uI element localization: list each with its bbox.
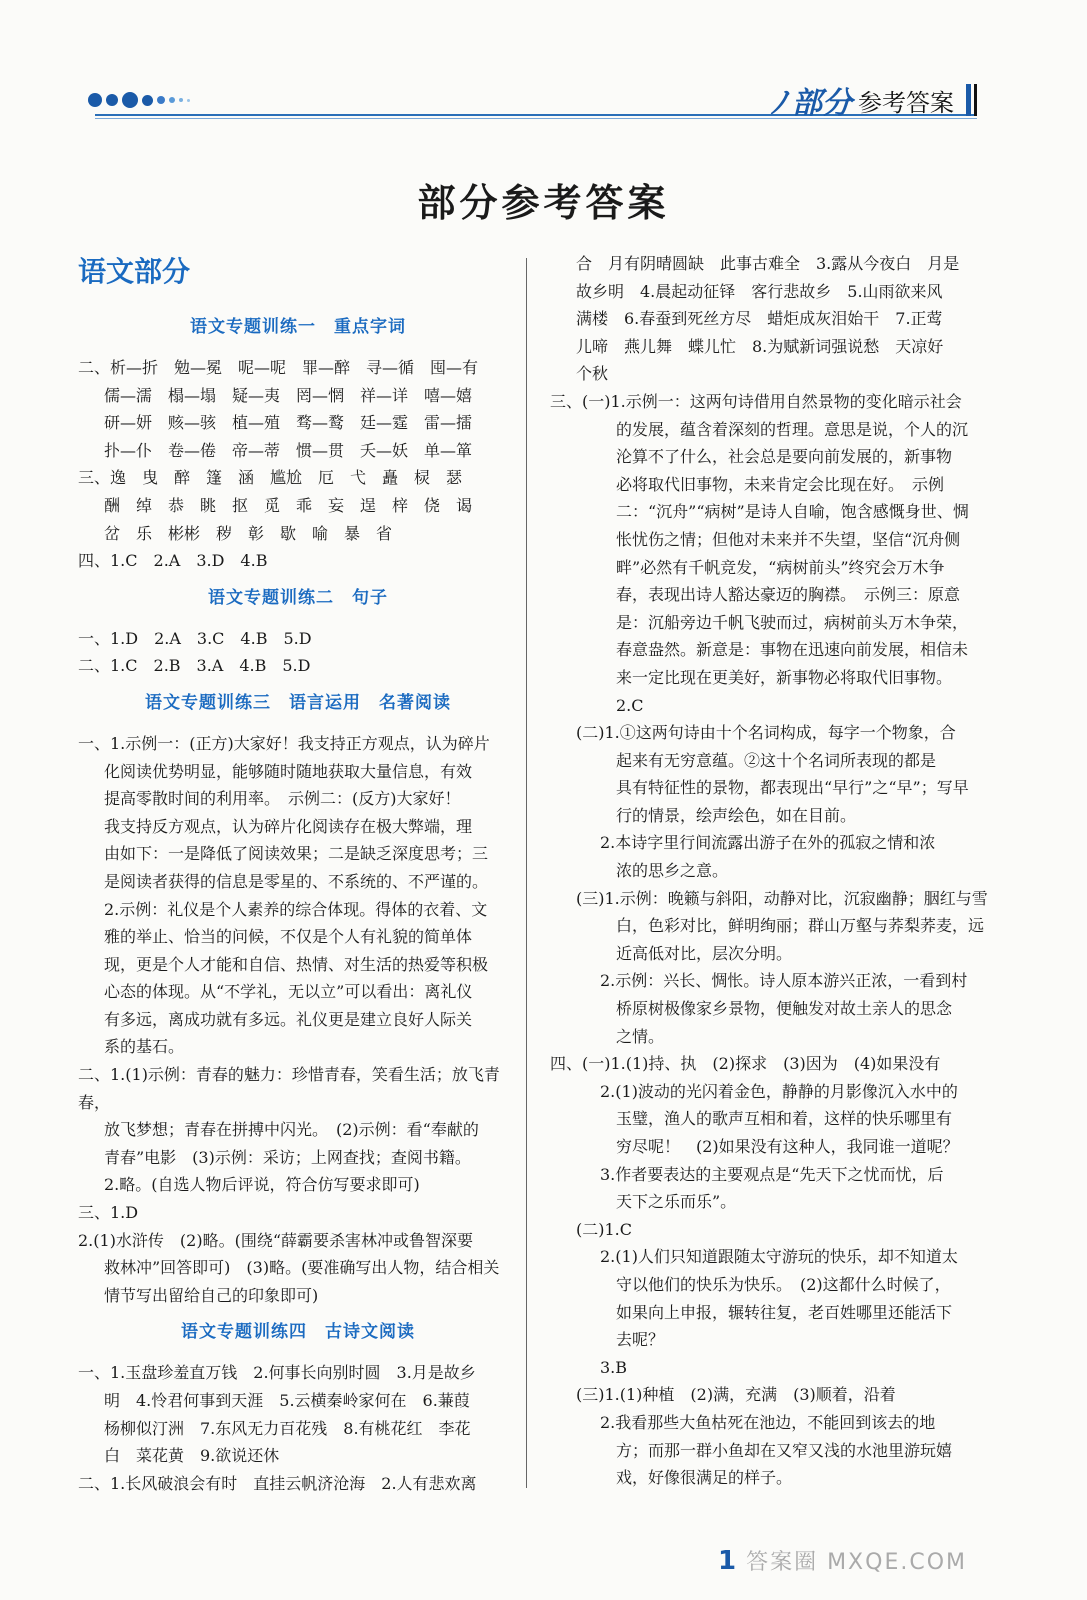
answer-line: 故乡明 4.晨起动征铎 客行悲故乡 5.山雨欲来风 <box>576 281 943 301</box>
answer-line: 白 菜花黄 9.欲说还休 <box>104 1446 280 1466</box>
answer-line: 雅的举止、恰当的问候，不仅是个人有礼貌的简单体 <box>104 927 473 947</box>
answer-line: 方；而那一群小鱼却在又窄又浅的水池里游玩嬉 <box>616 1440 953 1460</box>
answer-line: (二)1.①这两句诗由十个名词构成，每字一个物象，合 <box>576 723 956 743</box>
answer-line: 行的情景，绘声绘色，如在目前。 <box>616 805 857 825</box>
answer-line: 2.示例：礼仪是个人素养的综合体现。得体的衣着、文 <box>104 899 488 919</box>
answer-line: (二)1.C <box>576 1219 632 1239</box>
answer-line: 来一定比现在更美好，新事物必将取代旧事物。 <box>616 667 953 687</box>
answer-line: 一、1.D 2.A 3.C 4.B 5.D <box>78 628 312 648</box>
answer-line: 浓的思乡之意。 <box>616 861 729 881</box>
answer-line: 2.略。(自选人物后评说，符合仿写要求即可) <box>104 1175 420 1195</box>
answer-line: 戏，好像很满足的样子。 <box>616 1468 793 1488</box>
answer-line: 一、1.玉盘珍羞直万钱 2.何事长向别时圆 3.月是故乡 <box>78 1363 476 1383</box>
answer-line: 二、1.C 2.B 3.A 4.B 5.D <box>78 656 311 676</box>
answer-line: 酬 绰 恭 眺 抠 觅 乖 妄 逞 梓 侥 谒 <box>104 495 473 515</box>
answer-line: 守以他们的快乐为快乐。 (2)这都什么时候了， <box>616 1274 951 1294</box>
answer-line: 怅忧伤之情；但他对未来并不失望，坚信“沉舟侧 <box>616 529 961 549</box>
answer-line: 满楼 6.春蚕到死丝方尽 蜡炬成灰泪始干 7.正莺 <box>576 309 943 329</box>
answer-line: 二：“沉舟”“病树”是诗人自喻，饱含感慨身世、惆 <box>616 502 969 522</box>
answer-line: 系的基石。 <box>104 1037 185 1057</box>
answer-line: 沦算不了什么，社会总是要向前发展的，新事物 <box>616 447 953 467</box>
answer-line: 天下之乐而乐”。 <box>616 1192 737 1212</box>
answer-line: 2.示例：兴长、惆怅。诗人原本游兴正浓，一看到村 <box>600 971 968 991</box>
answer-line: 具有特征性的景物，都表现出“早行”之“早”；写早 <box>616 778 969 798</box>
page-number: 1 <box>717 1545 737 1576</box>
answer-line: 如果向上申报，辗转往复，老百姓哪里还能活下 <box>616 1302 953 1322</box>
answer-line: 有多远，离成功就有多远。礼仪更是建立良好人际关 <box>104 1009 473 1029</box>
answer-line: 青春”电影 (3)示例：采访；上网查找；查阅书籍。 <box>104 1147 471 1167</box>
answer-line: 的发展，蕴含着深刻的哲理。意思是说，个人的沉 <box>616 419 969 439</box>
answer-line: 二、析—折 勉—冕 呢—呢 罪—醉 寻—循 囤—有 <box>78 358 479 377</box>
answer-line: 儒—濡 榻—塌 疑—夷 罔—惘 祥—详 嘻—嬉 <box>104 385 473 405</box>
answer-line: 一、1.示例一：(正方)大家好！我支持正方观点，认为碎片 <box>78 733 490 753</box>
answer-line: 四、(一)1.(1)持、执 (2)探求 (3)因为 (4)如果没有 <box>550 1054 941 1074</box>
answer-line: 救林冲”回答即可) (3)略。(要准确写出人物，结合相关 <box>104 1258 500 1278</box>
answer-line: 三、(一)1.示例一：这两句诗借用自然景物的变化暗示社会 <box>550 391 962 411</box>
answer-line: (三)1.示例：晚籁与斜阳，动静对比，沉寂幽静；胭红与雪 <box>576 888 988 908</box>
answer-line: 2.(1)波动的光闪着金色，静静的月影像沉入水中的 <box>600 1081 958 1101</box>
answer-line: 之情。 <box>616 1026 665 1046</box>
answer-line: 由如下：一是降低了阅读效果；二是缺乏深度思考；三 <box>104 844 489 864</box>
answer-line: 提高零散时间的利用率。 示例二：(反方)大家好！ <box>104 789 461 809</box>
answer-line: 放飞梦想；青春在拼搏中闪光。 (2)示例：看“奉献的 <box>104 1120 479 1140</box>
answer-line: 必将取代旧事物，未来肯定会比现在好。 示例 <box>616 474 945 494</box>
brand-swoosh-icon: ﾉ <box>771 86 786 121</box>
answer-line: 2.(1)水浒传 (2)略。(围绕“薛霸要杀害林冲或鲁智深要 <box>78 1230 474 1250</box>
answer-line: 3.B <box>600 1357 628 1377</box>
page-header <box>0 0 1087 130</box>
answer-line: 个秋 <box>576 364 609 384</box>
section-title: 语文部分 <box>78 255 191 288</box>
answer-line: 三、1.D <box>78 1203 139 1223</box>
left-column <box>78 250 518 1497</box>
answer-line: 玉璧，渔人的歌声互相和着，这样的快乐哪里有 <box>616 1109 953 1129</box>
decorative-dots <box>88 92 190 108</box>
brand-main: 部分 <box>792 86 852 121</box>
brand-sub: 参考答案 <box>858 88 954 117</box>
answer-line: 春，表现出诗人豁达豪迈的胸襟。 示例三：原意 <box>616 585 961 605</box>
column-divider <box>526 258 527 1488</box>
header-brand <box>771 78 977 122</box>
subsection-title: 语文专题训练一 重点字词 <box>190 317 406 337</box>
answer-line: 儿啼 燕儿舞 蝶儿忙 8.为赋新词强说愁 天凉好 <box>576 336 944 356</box>
right-column <box>550 250 990 1492</box>
answer-line: 我支持反方观点，认为碎片化阅读存在极大弊端，理 <box>104 816 473 836</box>
answer-line: (三)1.(1)种植 (2)满，充满 (3)顺着，沿着 <box>576 1385 896 1405</box>
subsection-title: 语文专题训练三 语言运用 名著阅读 <box>145 692 451 713</box>
watermark: 答案圈 MXQE.COM <box>746 1550 967 1575</box>
answer-line: 桥原树极像家乡景物，便触发对故土亲人的思念 <box>616 999 953 1019</box>
answer-line: 2.C <box>616 695 644 715</box>
answer-line: 情节写出留给自己的印象即可) <box>104 1285 319 1305</box>
answer-line: 2.我看那些大鱼枯死在池边，不能回到该去的地 <box>600 1412 936 1432</box>
answer-line: 2.(1)人们只知道跟随太守游玩的快乐，却不知道太 <box>600 1247 958 1267</box>
answer-line: 明 4.怜君何事到天涯 5.云横秦岭家何在 6.蒹葭 <box>104 1391 470 1410</box>
answer-line: 春意盎然。新意是：事物在迅速向前发展，相信未 <box>616 640 969 660</box>
answer-line: 扑—仆 卷—倦 帝—蒂 惯—贯 夭—妖 单—箪 <box>104 440 473 460</box>
answer-line: 杨柳似汀洲 7.东风无力百花残 8.有桃花红 李花 <box>104 1418 471 1438</box>
answer-line: 二、1.(1)示例：青春的魅力：珍惜青春，笑看生活；放飞青春， <box>78 1065 500 1112</box>
answer-line: 2.本诗字里行间流露出游子在外的孤寂之情和浓 <box>600 833 936 853</box>
answer-line: 畔”必然有千帆竞发，“病树前头”终究会万木争 <box>616 557 945 577</box>
answer-line: 心态的体现。从“不学礼，无以立”可以看出：离礼仪 <box>104 982 473 1002</box>
answer-line: 四、1.C 2.A 3.D 4.B <box>78 551 268 571</box>
answer-line: 研—妍 赅—骇 植—殖 骛—鹜 廷—霆 雷—擂 <box>104 413 473 433</box>
answer-line: 去呢？ <box>616 1330 665 1350</box>
answer-line: 是阅读者获得的信息是零星的、不系统的、不严谨的。 <box>104 871 489 891</box>
answer-line: 是：沉船旁边千帆飞驶而过，病树前头万木争荣， <box>616 612 969 632</box>
page-footer <box>718 1545 967 1576</box>
answer-line: 起来有无穷意蕴。②这十个名词所表现的都是 <box>616 750 937 770</box>
page-title: 部分参考答案 <box>417 181 670 225</box>
subsection-title: 语文专题训练四 古诗文阅读 <box>181 1322 415 1343</box>
answer-line: 岔 乐 彬彬 秽 彰 歇 喻 暴 省 <box>104 523 393 543</box>
answer-line: 二、1.长风破浪会有时 直挂云帆济沧海 2.人有悲欢离 <box>78 1473 477 1493</box>
answer-line: 穷尽呢！ (2)如果没有这种人，我同谁一道呢？ <box>616 1137 959 1156</box>
answer-line: 三、逸 曳 醉 篷 涵 尴尬 厄 弋 矗 棂 瑟 <box>78 468 463 488</box>
answer-line: 3.作者要表达的主要观点是“先天下之忧而忧，后 <box>600 1164 944 1184</box>
answer-line: 现，更是个人才能和自信、热情、对生活的热爱等积极 <box>104 954 489 974</box>
brand-bars-icon <box>966 84 977 116</box>
answer-line: 合 月有阴晴圆缺 此事古难全 3.露从今夜白 月是 <box>576 254 960 273</box>
answer-line: 近高低对比，层次分明。 <box>616 943 793 963</box>
subsection-title: 语文专题训练二 句子 <box>208 587 388 608</box>
answer-line: 白，色彩对比，鲜明绚丽；群山万壑与荞梨荞麦，远 <box>616 916 985 936</box>
answer-line: 化阅读优势明显，能够随时随地获取大量信息，有效 <box>104 761 473 781</box>
